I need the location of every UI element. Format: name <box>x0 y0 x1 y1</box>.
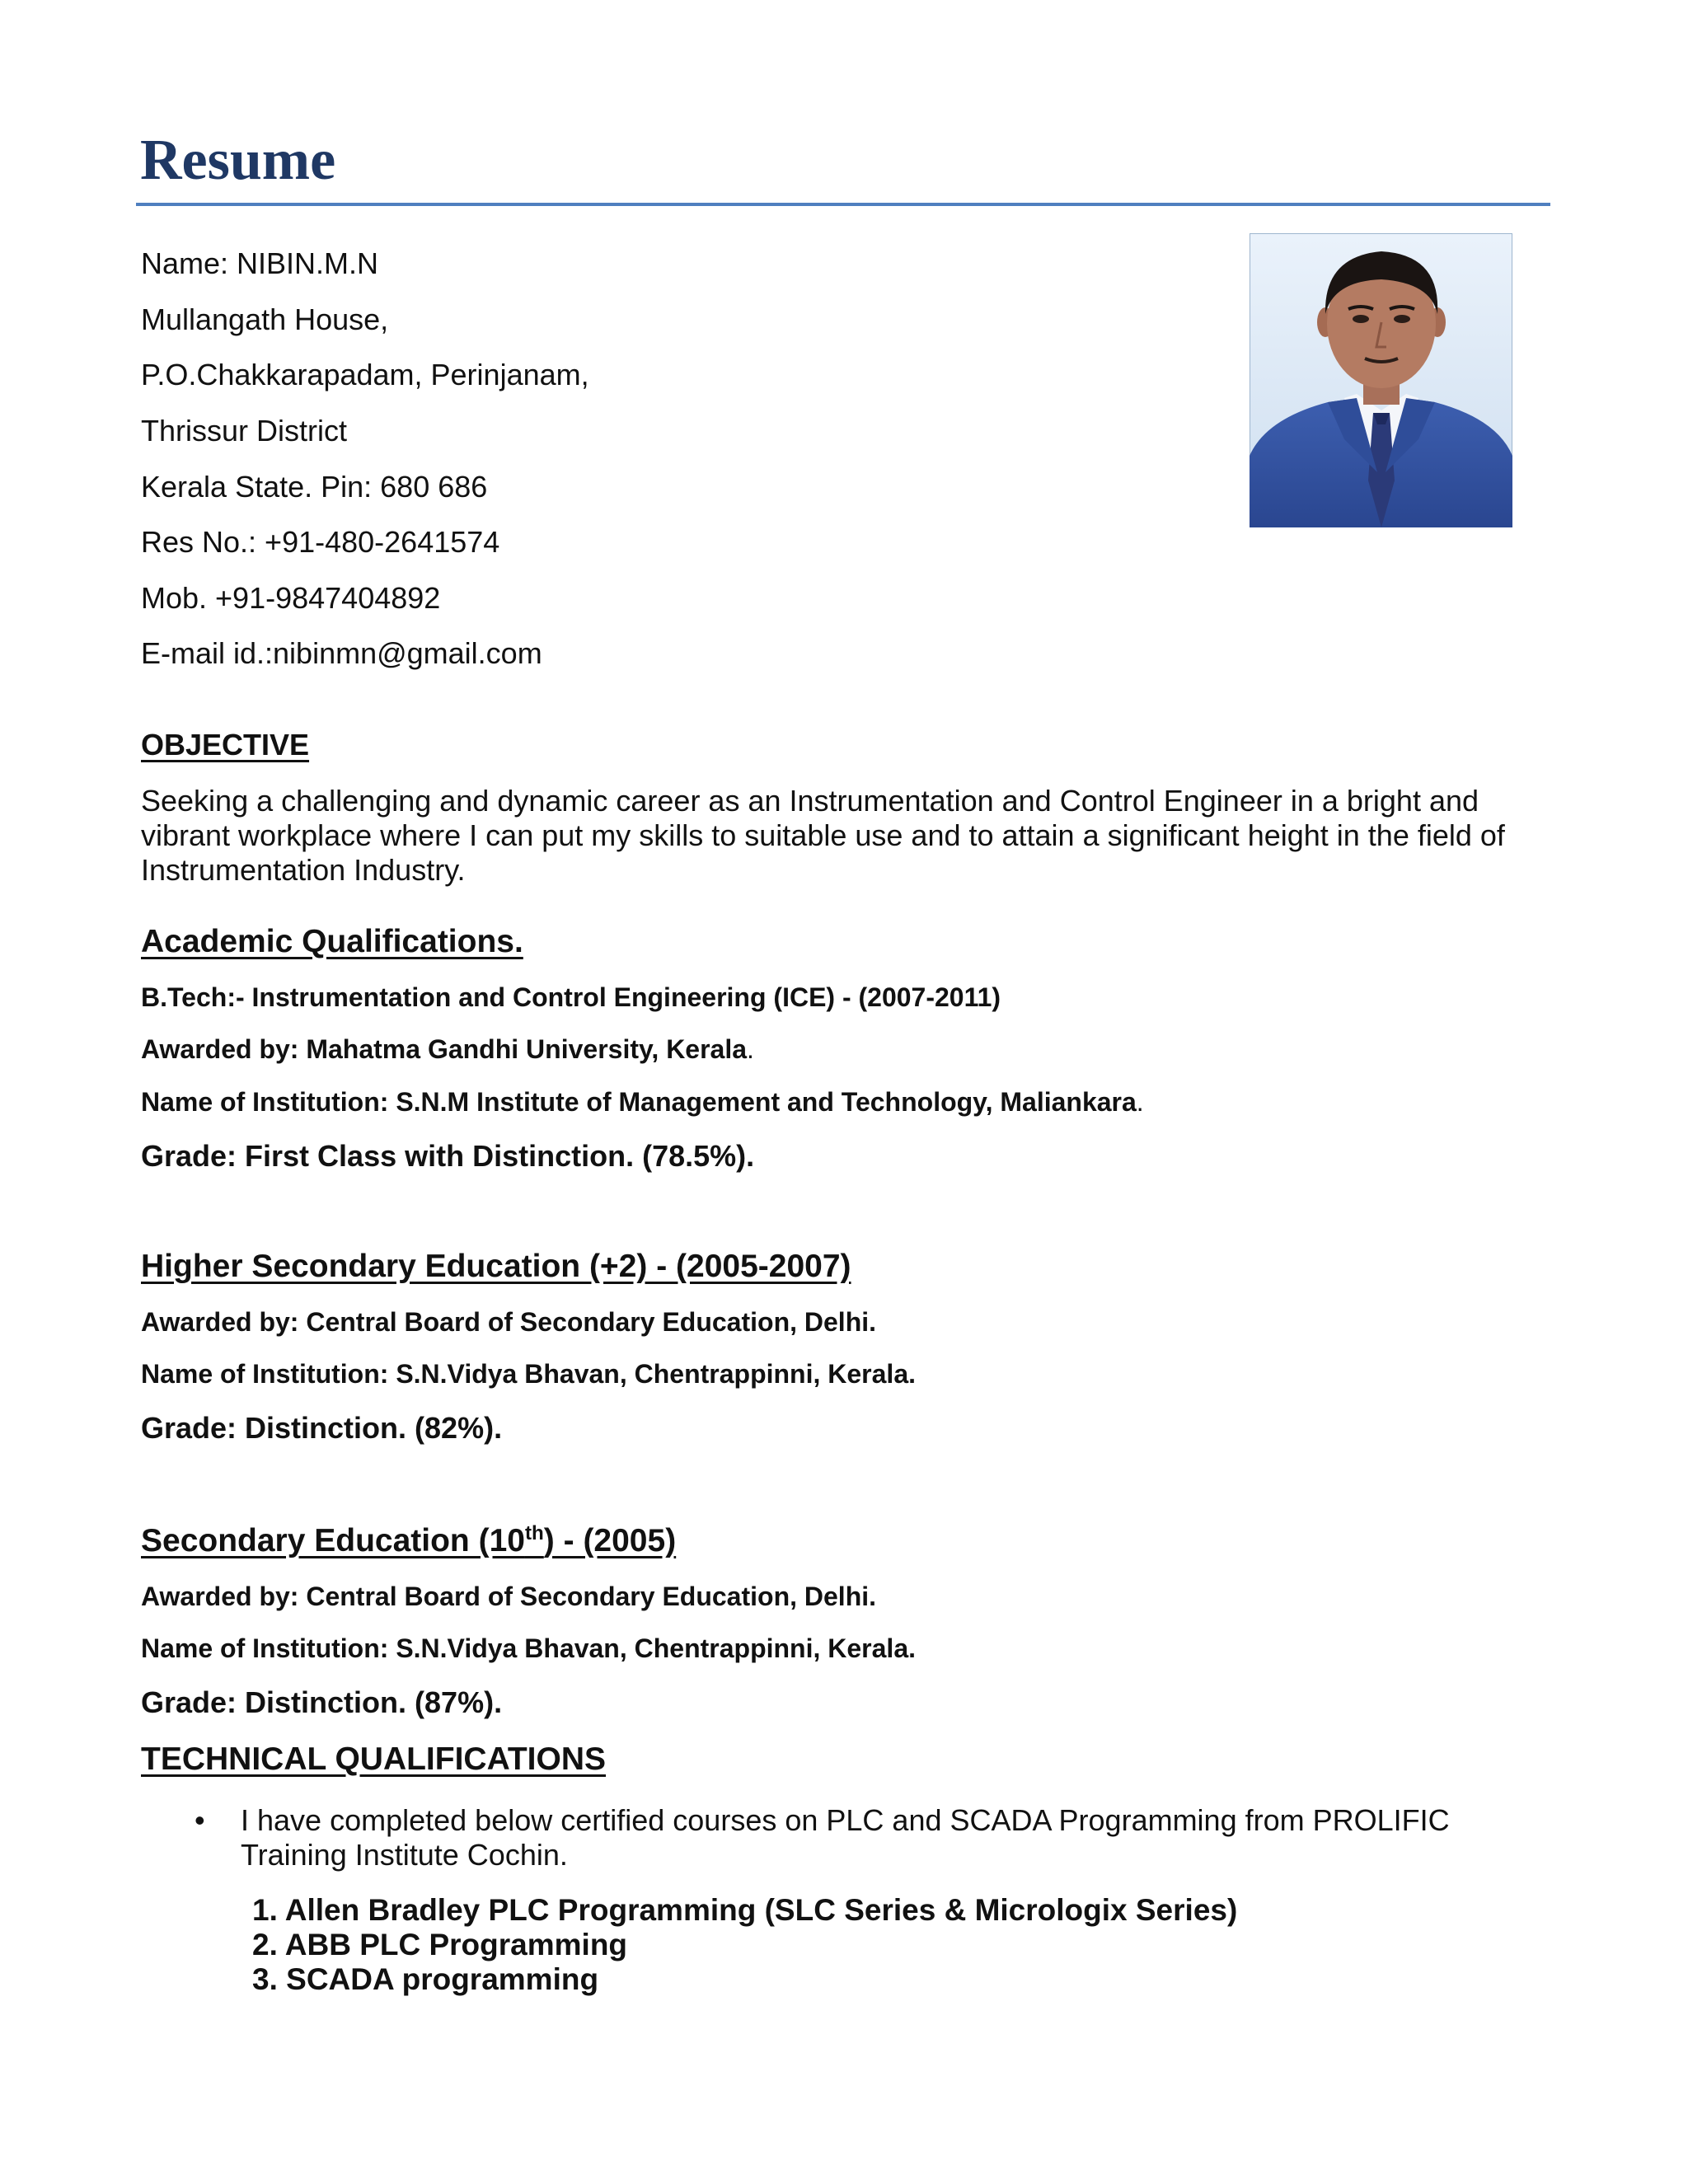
objective-heading: OBJECTIVE <box>141 728 310 762</box>
profile-photo <box>1250 233 1512 527</box>
title-divider <box>136 203 1550 206</box>
higher-secondary-institution: Name of Institution: S.N.Vidya Bhavan, Chentrappinni, Kerala. <box>141 1359 916 1389</box>
contact-address-house: Mullangath House, <box>141 302 389 336</box>
contact-email: E-mail id.:nibinmn@gmail.com <box>141 636 542 670</box>
contact-mobile: Mob. +91-9847404892 <box>141 581 441 615</box>
secondary-heading: Secondary Education (10th) - (2005) <box>141 1522 677 1558</box>
btech-grade: Grade: First Class with Distinction. (78.5%). <box>141 1139 755 1173</box>
higher-secondary-grade: Grade: Distinction. (82%). <box>141 1411 503 1445</box>
bullet-marker: • <box>195 1803 205 1837</box>
course-item: 1. Allen Bradley PLC Programming (SLC Series & Micrologix Series) <box>252 1893 1238 1927</box>
academic-heading: Academic Qualifications. <box>141 924 523 959</box>
contact-address-state: Kerala State. Pin: 680 686 <box>141 470 488 504</box>
secondary-awarded: Awarded by: Central Board of Secondary Education, Delhi. <box>141 1582 877 1611</box>
contact-address-district: Thrissur District <box>141 414 347 448</box>
contact-name: Name: NIBIN.M.N <box>141 246 379 280</box>
btech-institution: Name of Institution: S.N.M Institute of Management and Technology, Maliankara. <box>141 1087 1144 1117</box>
course-item: 3. SCADA programming <box>252 1962 599 1996</box>
page-title: Resume <box>140 129 336 192</box>
higher-secondary-awarded: Awarded by: Central Board of Secondary Education, Delhi. <box>141 1307 877 1337</box>
course-item: 2. ABB PLC Programming <box>252 1928 628 1961</box>
contact-address-po: P.O.Chakkarapadam, Perinjanam, <box>141 358 589 391</box>
technical-heading: TECHNICAL QUALIFICATIONS <box>141 1741 607 1777</box>
higher-secondary-heading: Higher Secondary Education (+2) - (2005-2007) <box>141 1249 851 1284</box>
contact-res-phone: Res No.: +91-480-2641574 <box>141 525 500 559</box>
technical-bullet: I have completed below certified courses on PLC and SCADA Programming from PROLIFIC Training Institute Cochin. <box>241 1803 1450 1872</box>
secondary-grade: Grade: Distinction. (87%). <box>141 1685 503 1719</box>
btech-degree: B.Tech:- Instrumentation and Control Engineering (ICE) - (2007-2011) <box>141 982 1001 1012</box>
btech-awarded: Awarded by: Mahatma Gandhi University, Kerala. <box>141 1034 754 1064</box>
objective-text: Seeking a challenging and dynamic career as an Instrumentation and Control Engineer in a bright and vibrant workplace where I can put my skills to suitable use and to attain a significant height in the field of Instrumentation Industry. <box>141 784 1505 887</box>
secondary-institution: Name of Institution: S.N.Vidya Bhavan, Chentrappinni, Kerala. <box>141 1633 916 1663</box>
